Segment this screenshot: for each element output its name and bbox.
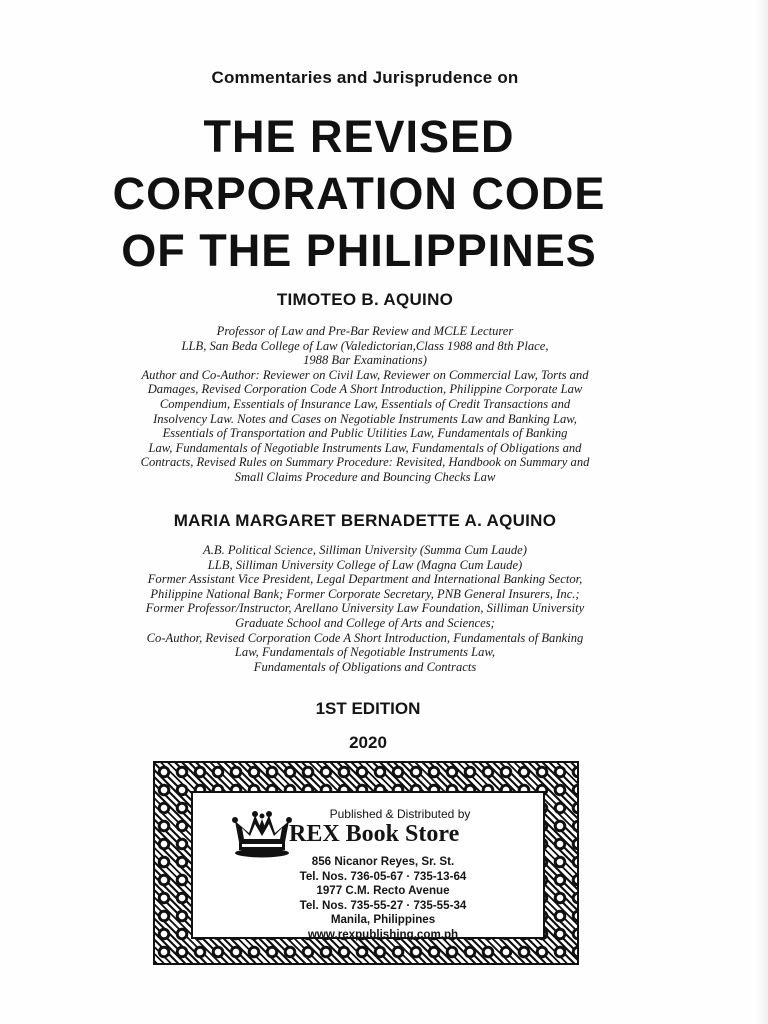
bio-line: Damages, Revised Corporation Code A Short Introduction, Philippine Corporate Law: [147, 382, 583, 397]
bio-line: Graduate School and College of Arts and Sciences;: [235, 615, 495, 630]
bio-line: Law, Fundamentals of Negotiable Instruments Law,: [234, 645, 496, 660]
author-name-1: TIMOTEO B. AQUINO: [276, 290, 454, 309]
publisher-name: REX Book Store: [289, 821, 460, 847]
title-line-3: OF THE PHILIPPINES: [121, 225, 597, 276]
bio-line: LLB, San Beda College of Law (Valedictorian,Class 1988 and 8th Place,: [181, 338, 549, 353]
publisher-address: [263, 855, 503, 943]
edition-label: 1ST EDITION: [315, 699, 421, 718]
bio-line: LLB, Silliman University College of Law (Magna Cum Laude): [207, 557, 523, 572]
bio-line: Former Assistant Vice President, Legal Department and International Banking Sector,: [147, 572, 583, 587]
publisher-box: [191, 791, 545, 939]
address-line: www.rexpublishing.com.ph: [307, 927, 459, 941]
book-subtitle: Commentaries and Jurisprudence on: [211, 68, 519, 87]
author-bio-2: [40, 543, 690, 674]
address-line: Tel. Nos. 736-05-67 · 735-13-64: [299, 869, 467, 883]
bio-line: Compendium, Essentials of Insurance Law, Essentials of Credit Transactions and: [159, 396, 571, 411]
address-line: Manila, Philippines: [330, 913, 436, 927]
bio-line: Professor of Law and Pre-Bar Review and MCLE Lecturer: [216, 324, 514, 338]
book-title: [0, 108, 718, 279]
author-name-2: MARIA MARGARET BERNADETTE A. AQUINO: [173, 511, 557, 530]
ornamental-border-frame: [153, 761, 579, 965]
address-line: 856 Nicanor Reyes, Sr. St.: [311, 855, 455, 868]
bio-line: A.B. Political Science, Silliman University (Summa Cum Laude): [203, 543, 527, 557]
publication-year: 2020: [349, 733, 387, 752]
bio-line: Contracts, Revised Rules on Summary Procedure: Revisited, Handbook on Summary and: [140, 455, 590, 470]
author-bio-1: [40, 324, 690, 485]
bio-line: Insolvency Law. Notes and Cases on Negotiable Instruments Law and Banking Law,: [153, 411, 577, 426]
bio-line: Author and Co-Author: Reviewer on Civil Law, Reviewer on Commercial Law, Torts and: [141, 367, 589, 382]
bio-line: Co-Author, Revised Corporation Code A Short Introduction, Fundamentals of Banking: [146, 630, 584, 645]
bio-line: 1988 Bar Examinations): [303, 353, 427, 368]
page-edge-shadow: [756, 0, 768, 1024]
bio-line: Former Professor/Instructor, Arellano University Law Foundation, Silliman University: [145, 601, 585, 616]
bio-line: Philippine National Bank; Former Corporate Secretary, PNB General Insurers, Inc.;: [150, 586, 580, 601]
bio-line: Law, Fundamentals of Negotiable Instruments Law, Fundamentals of Obligations and: [148, 440, 582, 455]
crown-icon: [231, 809, 293, 859]
address-line: 1977 C.M. Recto Avenue: [316, 884, 450, 898]
title-line-1: THE REVISED: [203, 111, 515, 162]
bio-line: Essentials of Transportation and Public Utilities Law, Fundamentals of Banking: [162, 426, 568, 441]
bio-line: Fundamentals of Obligations and Contracts: [253, 659, 477, 674]
published-by-label: Published & Distributed by: [329, 807, 471, 821]
title-line-2: CORPORATION CODE: [112, 168, 606, 219]
address-line: Tel. Nos. 735-55-27 · 735-55-34: [299, 898, 467, 912]
bio-line: Small Claims Procedure and Bouncing Checks Law: [234, 469, 496, 484]
